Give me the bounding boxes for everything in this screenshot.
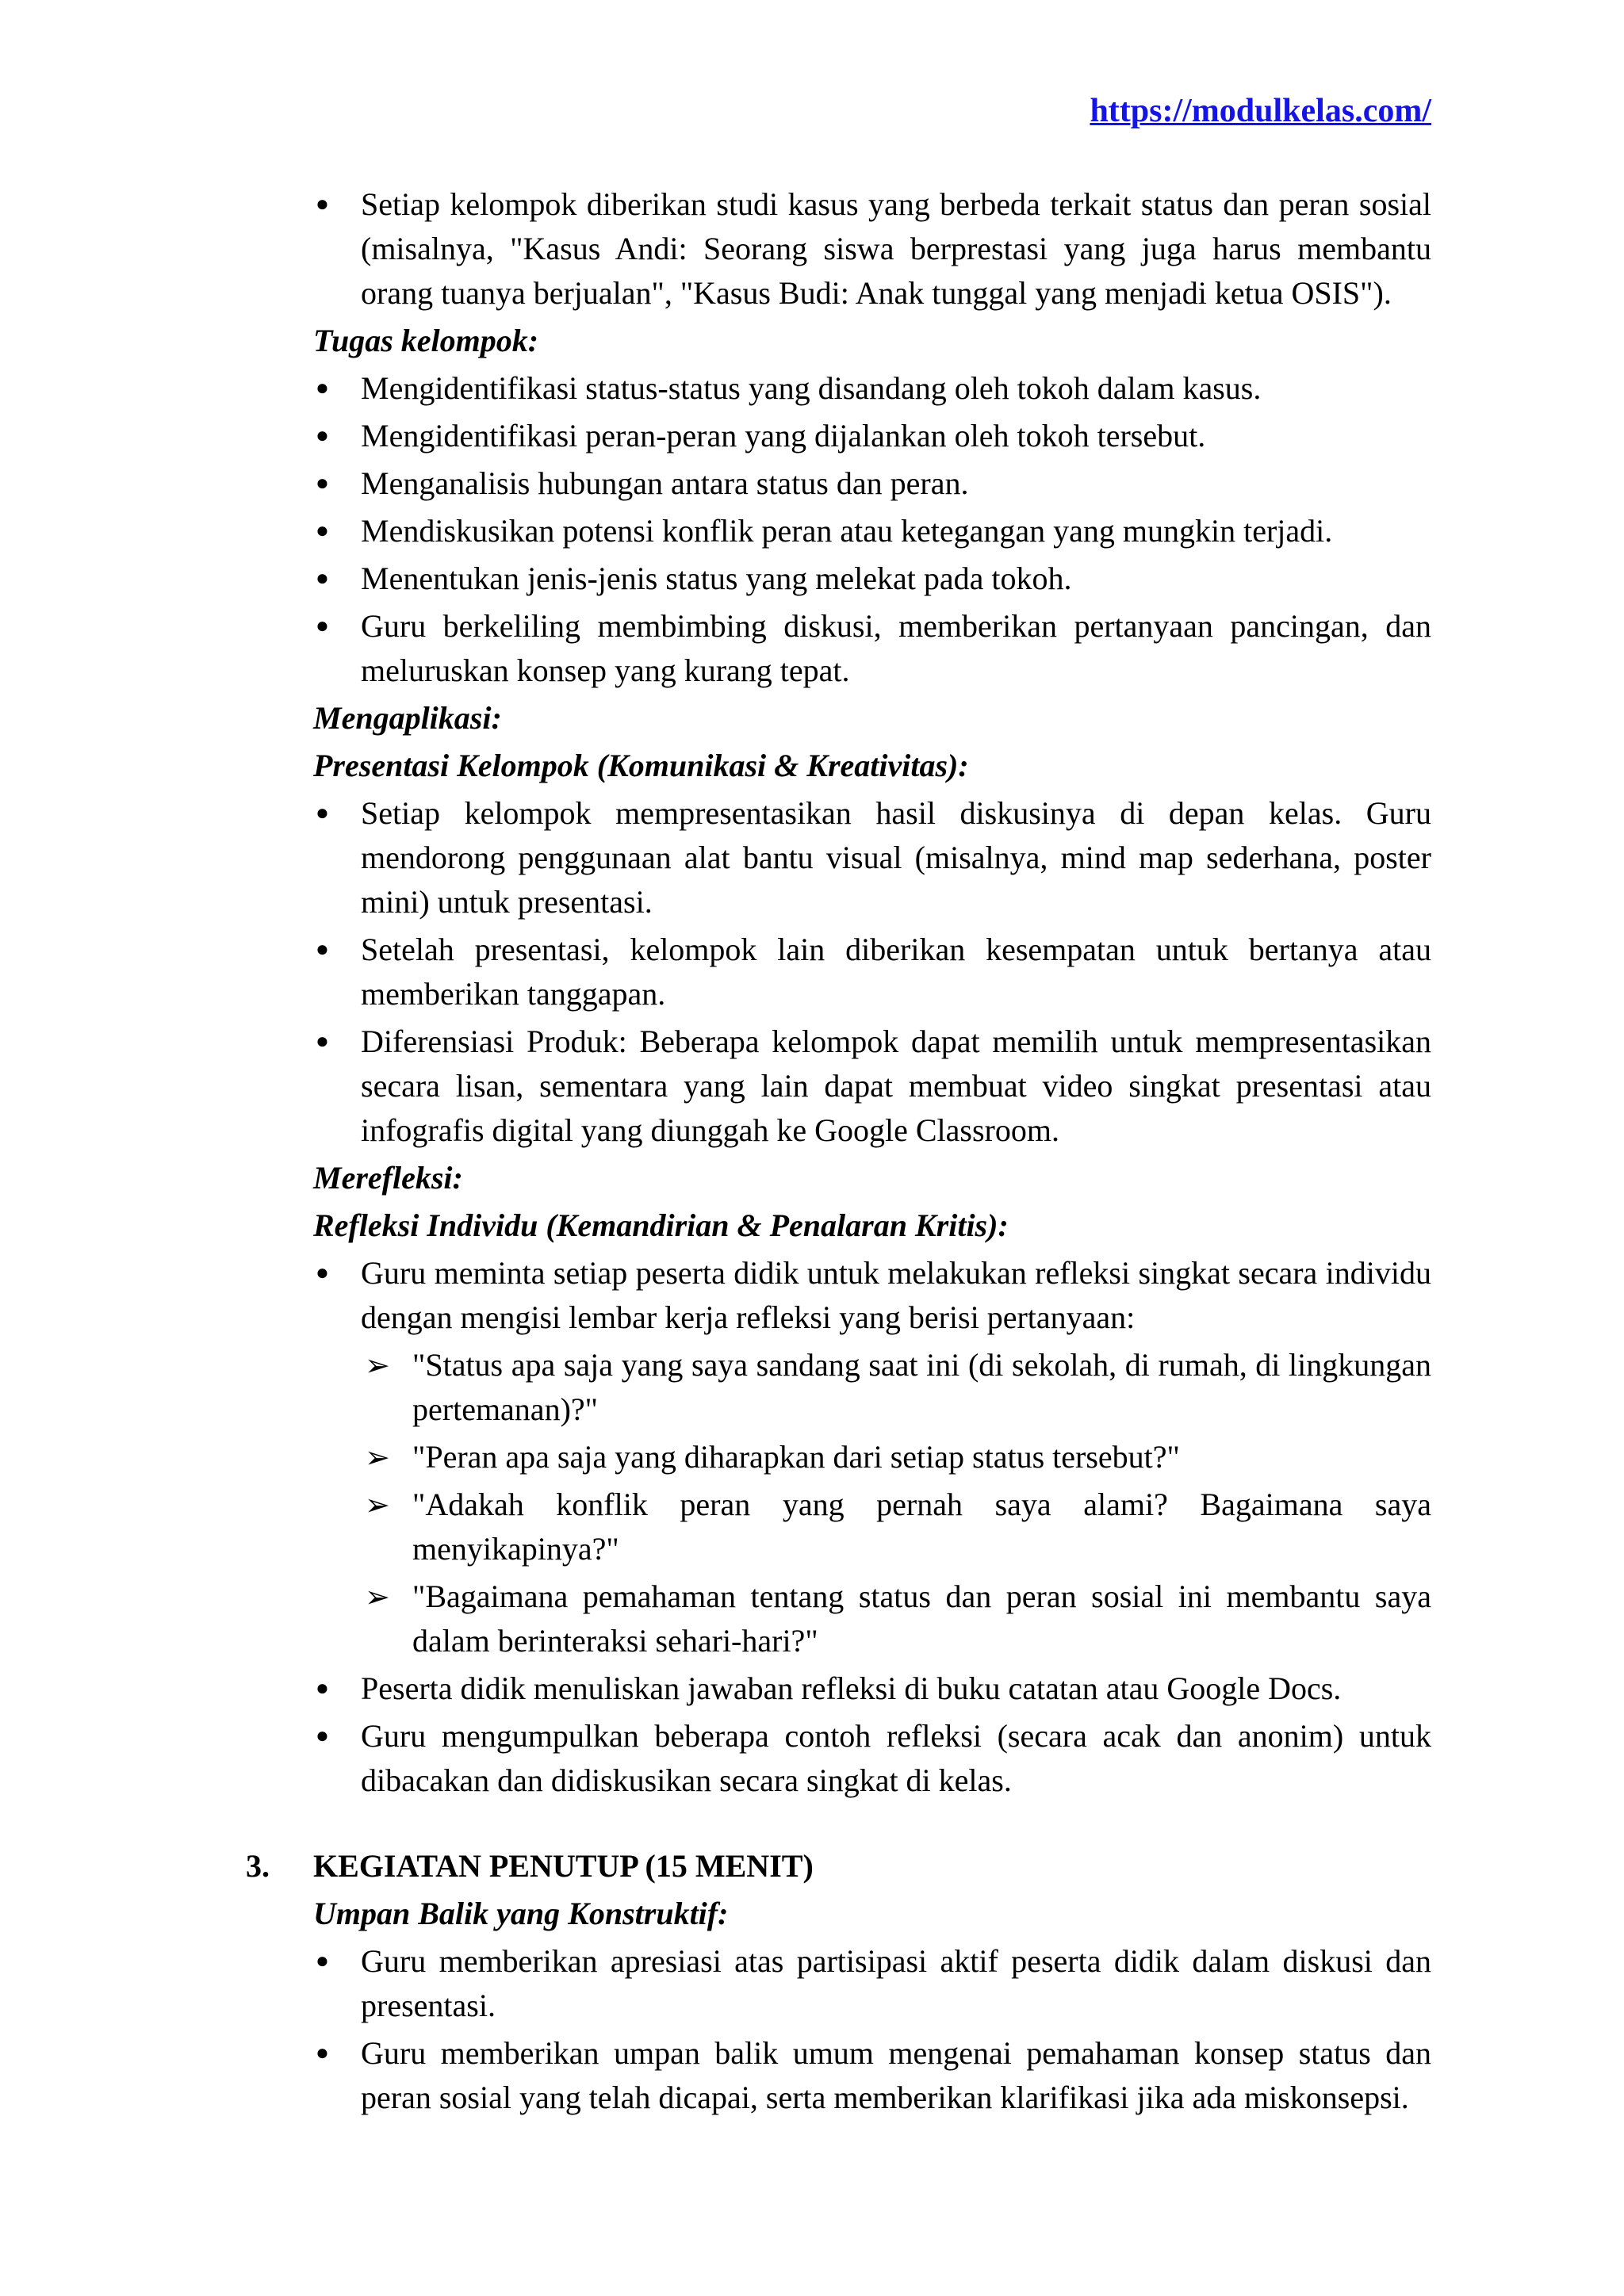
arrow-text: "Adakah konflik peran yang pernah saya alami? Bagaimana saya menyikapinya?" (412, 1487, 1431, 1567)
arrow-text: "Status apa saja yang saya sandang saat ini (di sekolah, di rumah, di lingkungan pertemanan)?" (412, 1347, 1431, 1427)
bullet-text: Guru memberikan apresiasi atas partisipasi aktif peserta didik dalam diskusi dan presentasi. (361, 1943, 1431, 2023)
bullet-text: Peserta didik menuliskan jawaban refleksi di buku catatan atau Google Docs. (361, 1670, 1342, 1706)
arrow-text: "Bagaimana pemahaman tentang status dan peran sosial ini membantu saya dalam berinteraksi sehari-hari?" (412, 1578, 1431, 1659)
section-heading-kegiatan-penutup (246, 1844, 1431, 1888)
bullet-item (246, 2031, 1431, 2120)
arrow-item (246, 1483, 1431, 1571)
bullet-item (246, 1667, 1431, 1711)
bullet-item (246, 366, 1431, 411)
bullet-item (246, 1714, 1431, 1803)
subheading-tugas-kelompok: Tugas kelompok: (313, 323, 539, 358)
subheading-refleksi-individu: Refleksi Individu (Kemandirian & Penalaran Kritis): (313, 1207, 1009, 1243)
subheading-umpan-balik: Umpan Balik yang Konstruktif: (313, 1896, 729, 1931)
bullet-item (246, 928, 1431, 1016)
bullet-text: Menentukan jenis-jenis status yang melekat pada tokoh. (361, 561, 1072, 596)
bullet-item (246, 1020, 1431, 1153)
subheading-presentasi-kelompok: Presentasi Kelompok (Komunikasi & Kreativitas): (313, 748, 969, 783)
bullet-text: Menganalisis hubungan antara status dan peran. (361, 465, 969, 501)
arrow-item (246, 1343, 1431, 1432)
bullet-text: Mengidentifikasi peran-peran yang dijalankan oleh tokoh tersebut. (361, 418, 1206, 453)
bullet-marker: ● (316, 2041, 329, 2065)
bullet-item (246, 791, 1431, 924)
bullet-marker: ● (316, 614, 329, 638)
bullet-marker: ● (316, 471, 329, 496)
arrow-item (246, 1435, 1431, 1479)
arrow-marker: ➢ (365, 1440, 390, 1475)
bullet-text: Setiap kelompok diberikan studi kasus yang berbeda terkait status dan peran sosial (misalnya, "Kasus Andi: Seorang siswa berprestasi yang juga harus membantu orang tuanya berjualan", "Kasus Budi: Anak tunggal yang menjadi ketua OSIS"). (361, 186, 1431, 311)
bullet-text: Guru memberikan umpan balik umum mengenai pemahaman konsep status dan peran sosial yang telah dicapai, serta memberikan klarifikasi jika ada miskonsepsi. (361, 2035, 1431, 2115)
bullet-marker: ● (316, 801, 329, 825)
bullet-text: Setiap kelompok mempresentasikan hasil diskusinya di depan kelas. Guru mendorong penggunaan alat bantu visual (misalnya, mind map sederhana, poster mini) untuk presentasi. (361, 795, 1431, 920)
bullet-marker: ● (316, 1029, 329, 1054)
bullet-marker: ● (316, 1676, 329, 1701)
bullet-item (246, 604, 1431, 693)
bullet-text: Diferensiasi Produk: Beberapa kelompok dapat memilih untuk mempresentasikan secara lisan, sementara yang lain dapat membuat video singkat presentasi atau infografis digital yang diunggah ke Google Classroom. (361, 1024, 1431, 1148)
subheading-merefleksi: Merefleksi: (313, 1160, 463, 1196)
bullet-item (246, 509, 1431, 553)
page-header (246, 89, 1431, 133)
bullet-item (246, 461, 1431, 506)
section-number: 3. (246, 1848, 270, 1884)
bullet-marker: ● (316, 1261, 329, 1285)
bullet-marker: ● (316, 1724, 329, 1748)
bullet-text: Guru mengumpulkan beberapa contoh refleksi (secara acak dan anonim) untuk dibacakan dan didiskusikan secara singkat di kelas. (361, 1718, 1431, 1798)
bullet-marker: ● (316, 376, 329, 400)
bullet-marker: ● (316, 192, 329, 216)
bullet-text: Guru meminta setiap peserta didik untuk melakukan refleksi singkat secara individu dengan mengisi lembar kerja refleksi yang berisi pertanyaan: (361, 1255, 1431, 1335)
bullet-item (246, 1251, 1431, 1340)
bullet-item (246, 414, 1431, 458)
bullet-marker: ● (316, 937, 329, 962)
arrow-item (246, 1575, 1431, 1663)
arrow-marker: ➢ (365, 1487, 390, 1522)
bullet-text: Mengidentifikasi status-status yang disandang oleh tokoh dalam kasus. (361, 370, 1262, 406)
arrow-text: "Peran apa saja yang diharapkan dari setiap status tersebut?" (412, 1439, 1180, 1475)
arrow-marker: ➢ (365, 1348, 390, 1383)
bullet-text: Guru berkeliling membimbing diskusi, memberikan pertanyaan pancingan, dan meluruskan konsep yang kurang tepat. (361, 608, 1431, 688)
modulkelas-link[interactable]: https://modulkelas.com/ (1090, 93, 1431, 129)
bullet-marker: ● (316, 519, 329, 543)
bullet-item (246, 1939, 1431, 2028)
bullet-marker: ● (316, 1949, 329, 1973)
subheading-mengaplikasi: Mengaplikasi: (313, 700, 502, 736)
arrow-marker: ➢ (365, 1579, 390, 1614)
bullet-item (246, 557, 1431, 601)
section-title: KEGIATAN PENUTUP (15 MENIT) (313, 1848, 814, 1884)
bullet-marker: ● (316, 423, 329, 448)
bullet-text: Setelah presentasi, kelompok lain diberikan kesempatan untuk bertanya atau memberikan tanggapan. (361, 932, 1431, 1012)
bullet-item (246, 182, 1431, 316)
bullet-marker: ● (316, 566, 329, 591)
bullet-text: Mendiskusikan potensi konflik peran atau ketegangan yang mungkin terjadi. (361, 513, 1333, 549)
